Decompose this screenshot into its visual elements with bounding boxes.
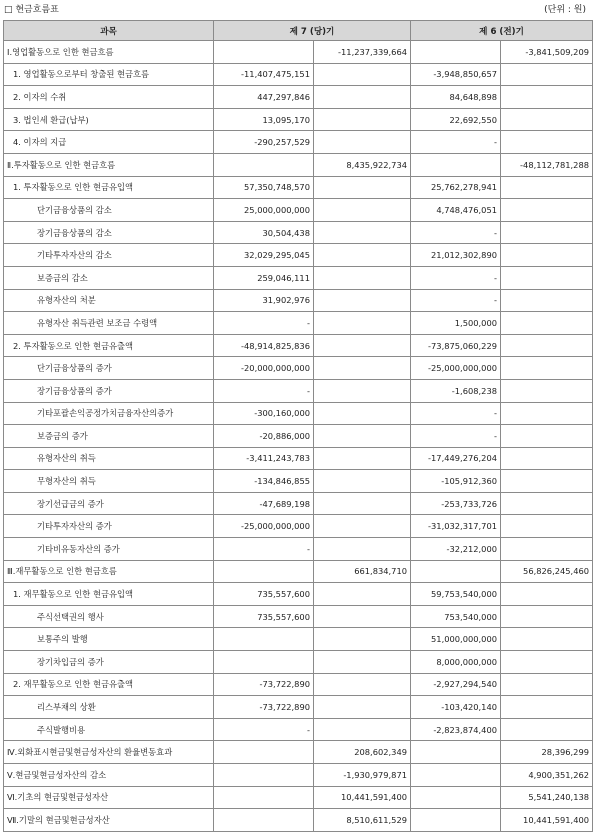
current-total-value <box>314 221 411 244</box>
current-detail-value: -20,886,000 <box>214 425 314 448</box>
table-row <box>4 764 593 787</box>
prior-detail-value: - <box>411 266 501 289</box>
current-detail-value <box>214 741 314 764</box>
current-total-value <box>314 470 411 493</box>
prior-detail-value: - <box>411 425 501 448</box>
row-label: 장기차입금의 증가 <box>4 651 214 674</box>
prior-total-value <box>501 312 593 335</box>
prior-detail-value: -103,420,140 <box>411 696 501 719</box>
table-row <box>4 244 593 267</box>
current-total-value <box>314 334 411 357</box>
row-label: 유형자산 취득관련 보조금 수령액 <box>4 312 214 335</box>
row-label: 리스부채의 상환 <box>4 696 214 719</box>
current-total-value: 8,435,922,734 <box>314 153 411 176</box>
prior-detail-value: -3,948,850,657 <box>411 63 501 86</box>
prior-total-value <box>501 605 593 628</box>
col-header-item: 과목 <box>4 21 214 41</box>
prior-total-value <box>501 402 593 425</box>
row-label: 기타포괄손익공정가치금융자산의증가 <box>4 402 214 425</box>
table-row <box>4 515 593 538</box>
current-total-value <box>314 131 411 154</box>
current-detail-value: 31,902,976 <box>214 289 314 312</box>
table-row <box>4 425 593 448</box>
row-label: 보통주의 발행 <box>4 628 214 651</box>
current-detail-value: -47,689,198 <box>214 492 314 515</box>
current-detail-value: -73,722,890 <box>214 696 314 719</box>
table-row <box>4 221 593 244</box>
current-total-value <box>314 266 411 289</box>
table-row <box>4 492 593 515</box>
prior-detail-value <box>411 809 501 832</box>
table-row <box>4 470 593 493</box>
row-label: 1. 영업활동으로부터 창출된 현금흐름 <box>4 63 214 86</box>
prior-detail-value: -2,823,874,400 <box>411 718 501 741</box>
prior-total-value: 56,826,245,460 <box>501 560 593 583</box>
prior-detail-value <box>411 41 501 64</box>
table-row <box>4 86 593 109</box>
current-detail-value <box>214 786 314 809</box>
prior-detail-value <box>411 786 501 809</box>
current-detail-value <box>214 809 314 832</box>
prior-total-value <box>501 651 593 674</box>
cash-flow-table <box>3 20 593 832</box>
row-label: 1. 투자활동으로 인한 현금유입액 <box>4 176 214 199</box>
prior-total-value: -48,112,781,288 <box>501 153 593 176</box>
row-label: 장기금융상품의 감소 <box>4 221 214 244</box>
prior-detail-value: -25,000,000,000 <box>411 357 501 380</box>
col-header-current: 제 7 (당)기 <box>214 21 411 41</box>
current-detail-value: 32,029,295,045 <box>214 244 314 267</box>
prior-total-value <box>501 176 593 199</box>
prior-total-value <box>501 673 593 696</box>
current-total-value: 8,510,611,529 <box>314 809 411 832</box>
prior-total-value <box>501 470 593 493</box>
prior-total-value: -3,841,509,209 <box>501 41 593 64</box>
prior-total-value <box>501 63 593 86</box>
statement-title: □ 현금흐름표 <box>4 5 59 15</box>
prior-total-value <box>501 289 593 312</box>
current-total-value <box>314 289 411 312</box>
row-label: 유형자산의 취득 <box>4 447 214 470</box>
table-row <box>4 696 593 719</box>
current-total-value <box>314 86 411 109</box>
row-label: 4. 이자의 지급 <box>4 131 214 154</box>
current-total-value <box>314 583 411 606</box>
current-total-value <box>314 628 411 651</box>
current-total-value <box>314 515 411 538</box>
row-label: 무형자산의 취득 <box>4 470 214 493</box>
current-detail-value: -48,914,825,836 <box>214 334 314 357</box>
current-total-value: 208,602,349 <box>314 741 411 764</box>
current-detail-value: -25,000,000,000 <box>214 515 314 538</box>
prior-total-value <box>501 538 593 561</box>
table-row <box>4 651 593 674</box>
table-row <box>4 538 593 561</box>
current-total-value: 661,834,710 <box>314 560 411 583</box>
prior-detail-value: 25,762,278,941 <box>411 176 501 199</box>
current-detail-value: 13,095,170 <box>214 108 314 131</box>
prior-detail-value: -253,733,726 <box>411 492 501 515</box>
current-detail-value: -11,407,475,151 <box>214 63 314 86</box>
prior-detail-value <box>411 764 501 787</box>
prior-total-value <box>501 108 593 131</box>
prior-total-value <box>501 628 593 651</box>
current-total-value <box>314 312 411 335</box>
prior-total-value <box>501 86 593 109</box>
table-row <box>4 289 593 312</box>
row-label: Ⅴ.현금및현금성자산의 감소 <box>4 764 214 787</box>
table-row <box>4 583 593 606</box>
current-total-value <box>314 425 411 448</box>
row-label: Ⅲ.재무활동으로 인한 현금흐름 <box>4 560 214 583</box>
statement-header <box>0 0 594 16</box>
table-row <box>4 741 593 764</box>
current-detail-value: -20,000,000,000 <box>214 357 314 380</box>
current-detail-value <box>214 560 314 583</box>
current-total-value <box>314 538 411 561</box>
table-row <box>4 176 593 199</box>
table-row <box>4 357 593 380</box>
prior-detail-value <box>411 153 501 176</box>
row-label: 2. 이자의 수취 <box>4 86 214 109</box>
current-detail-value: - <box>214 379 314 402</box>
row-label: 기타투자자산의 증가 <box>4 515 214 538</box>
table-body <box>4 41 593 832</box>
prior-total-value <box>501 718 593 741</box>
row-label: Ⅶ.기말의 현금및현금성자산 <box>4 809 214 832</box>
table-row <box>4 41 593 64</box>
current-detail-value: -73,722,890 <box>214 673 314 696</box>
row-label: Ⅰ.영업활동으로 인한 현금흐름 <box>4 41 214 64</box>
current-detail-value: 57,350,748,570 <box>214 176 314 199</box>
prior-detail-value: 84,648,898 <box>411 86 501 109</box>
prior-total-value <box>501 696 593 719</box>
current-total-value <box>314 673 411 696</box>
prior-total-value <box>501 492 593 515</box>
current-total-value <box>314 108 411 131</box>
current-total-value: -1,930,979,871 <box>314 764 411 787</box>
prior-total-value <box>501 131 593 154</box>
current-total-value <box>314 402 411 425</box>
prior-detail-value: 51,000,000,000 <box>411 628 501 651</box>
current-total-value <box>314 379 411 402</box>
current-detail-value <box>214 628 314 651</box>
current-total-value <box>314 63 411 86</box>
prior-total-value <box>501 334 593 357</box>
row-label: 3. 법인세 환급(납부) <box>4 108 214 131</box>
current-detail-value: - <box>214 312 314 335</box>
prior-detail-value: 8,000,000,000 <box>411 651 501 674</box>
current-detail-value: 447,297,846 <box>214 86 314 109</box>
col-header-prior: 제 6 (전)기 <box>411 21 593 41</box>
table-row <box>4 673 593 696</box>
prior-total-value <box>501 266 593 289</box>
prior-detail-value: 4,748,476,051 <box>411 199 501 222</box>
prior-detail-value: - <box>411 131 501 154</box>
current-total-value <box>314 605 411 628</box>
current-detail-value <box>214 764 314 787</box>
row-label: 기타투자자산의 감소 <box>4 244 214 267</box>
prior-total-value <box>501 425 593 448</box>
current-total-value <box>314 176 411 199</box>
prior-total-value: 4,900,351,262 <box>501 764 593 787</box>
current-total-value: -11,237,339,664 <box>314 41 411 64</box>
current-total-value <box>314 357 411 380</box>
current-total-value <box>314 447 411 470</box>
row-label: 단기금융상품의 감소 <box>4 199 214 222</box>
current-detail-value: -3,411,243,783 <box>214 447 314 470</box>
row-label: 유형자산의 처분 <box>4 289 214 312</box>
current-total-value <box>314 718 411 741</box>
current-detail-value: - <box>214 538 314 561</box>
prior-detail-value: -2,927,294,540 <box>411 673 501 696</box>
row-label: Ⅵ.기초의 현금및현금성자산 <box>4 786 214 809</box>
table-row <box>4 809 593 832</box>
row-label: 주식선택권의 행사 <box>4 605 214 628</box>
unit-label: (단위 : 원) <box>544 5 586 15</box>
row-label: 주식발행비용 <box>4 718 214 741</box>
prior-detail-value: 22,692,550 <box>411 108 501 131</box>
prior-total-value: 10,441,591,400 <box>501 809 593 832</box>
prior-detail-value <box>411 560 501 583</box>
row-label: Ⅳ.외화표시현금및현금성자산의 환율변동효과 <box>4 741 214 764</box>
current-total-value <box>314 651 411 674</box>
current-detail-value: -300,160,000 <box>214 402 314 425</box>
current-detail-value: 735,557,600 <box>214 605 314 628</box>
prior-total-value <box>501 379 593 402</box>
current-detail-value: -134,846,855 <box>214 470 314 493</box>
row-label: 1. 재무활동으로 인한 현금유입액 <box>4 583 214 606</box>
prior-detail-value: -31,032,317,701 <box>411 515 501 538</box>
row-label: 기타비유동자산의 증가 <box>4 538 214 561</box>
table-row <box>4 63 593 86</box>
prior-total-value: 28,396,299 <box>501 741 593 764</box>
prior-detail-value: -32,212,000 <box>411 538 501 561</box>
prior-detail-value: 21,012,302,890 <box>411 244 501 267</box>
row-label: 2. 투자활동으로 인한 현금유출액 <box>4 334 214 357</box>
row-label: 단기금융상품의 증가 <box>4 357 214 380</box>
prior-detail-value: -1,608,238 <box>411 379 501 402</box>
prior-detail-value: 753,540,000 <box>411 605 501 628</box>
table-header-row <box>4 21 593 41</box>
prior-detail-value: 1,500,000 <box>411 312 501 335</box>
current-detail-value: - <box>214 718 314 741</box>
row-label: 2. 재무활동으로 인한 현금유출액 <box>4 673 214 696</box>
prior-detail-value: -17,449,276,204 <box>411 447 501 470</box>
table-row <box>4 266 593 289</box>
prior-total-value: 5,541,240,138 <box>501 786 593 809</box>
prior-total-value <box>501 515 593 538</box>
current-detail-value: 735,557,600 <box>214 583 314 606</box>
row-label: 보증금의 감소 <box>4 266 214 289</box>
prior-detail-value: - <box>411 221 501 244</box>
prior-total-value <box>501 583 593 606</box>
current-total-value <box>314 492 411 515</box>
table-row <box>4 628 593 651</box>
current-detail-value: -290,257,529 <box>214 131 314 154</box>
prior-detail-value: -73,875,060,229 <box>411 334 501 357</box>
current-detail-value: 25,000,000,000 <box>214 199 314 222</box>
table-row <box>4 153 593 176</box>
table-row <box>4 312 593 335</box>
current-detail-value <box>214 41 314 64</box>
current-total-value <box>314 696 411 719</box>
table-row <box>4 560 593 583</box>
table-row <box>4 447 593 470</box>
row-label: 보증금의 증가 <box>4 425 214 448</box>
prior-total-value <box>501 199 593 222</box>
row-label: 장기금융상품의 증가 <box>4 379 214 402</box>
prior-detail-value <box>411 741 501 764</box>
prior-detail-value: 59,753,540,000 <box>411 583 501 606</box>
current-total-value <box>314 199 411 222</box>
table-row <box>4 334 593 357</box>
prior-total-value <box>501 447 593 470</box>
table-row <box>4 199 593 222</box>
table-row <box>4 108 593 131</box>
current-detail-value <box>214 153 314 176</box>
prior-total-value <box>501 221 593 244</box>
current-detail-value: 259,046,111 <box>214 266 314 289</box>
current-detail-value <box>214 651 314 674</box>
row-label: 장기선급금의 증가 <box>4 492 214 515</box>
table-row <box>4 786 593 809</box>
current-detail-value: 30,504,438 <box>214 221 314 244</box>
prior-detail-value: - <box>411 289 501 312</box>
table-row <box>4 718 593 741</box>
prior-detail-value: -105,912,360 <box>411 470 501 493</box>
table-row <box>4 605 593 628</box>
current-total-value <box>314 244 411 267</box>
table-row <box>4 402 593 425</box>
prior-total-value <box>501 244 593 267</box>
table-row <box>4 131 593 154</box>
row-label: Ⅱ.투자활동으로 인한 현금흐름 <box>4 153 214 176</box>
current-total-value: 10,441,591,400 <box>314 786 411 809</box>
table-row <box>4 379 593 402</box>
prior-detail-value: - <box>411 402 501 425</box>
prior-total-value <box>501 357 593 380</box>
